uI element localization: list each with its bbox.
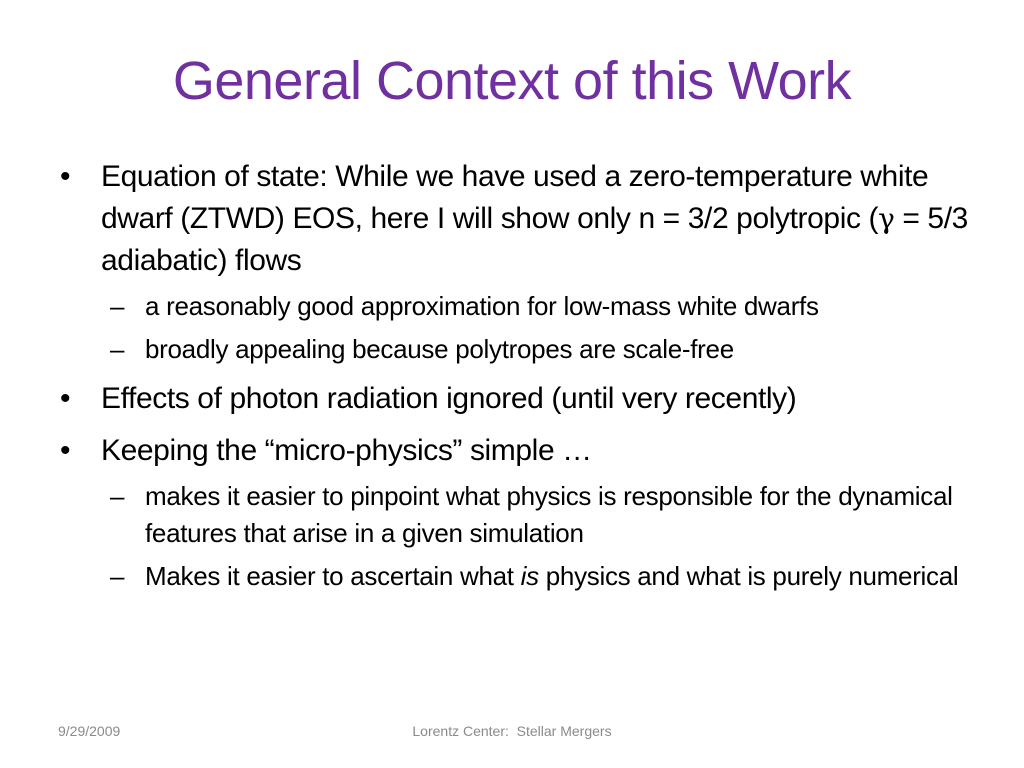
footer-date: 9/29/2009 (58, 723, 121, 739)
sub-bullet-scale-free (58, 331, 968, 368)
sub-bullet-pinpoint-physics (58, 478, 968, 552)
sub-bullet-text: broadly appealing because polytropes are scale-free (145, 334, 734, 364)
slide-body (58, 156, 968, 595)
bullet-micro-physics (58, 430, 968, 472)
bullet-text: Effects of photon radiation ignored (until very recently) (101, 382, 797, 415)
bullet-marker: • (60, 434, 71, 467)
sub-bullet-marker: – (110, 481, 125, 511)
bullet-marker: • (60, 160, 71, 193)
sub-bullet-text-part-1: Makes it easier to ascertain what (145, 561, 521, 591)
bullet-equation-of-state (58, 156, 968, 282)
sub-bullet-text: a reasonably good approximation for low-mass white dwarfs (145, 291, 819, 321)
bullet-text-part-1: Equation of state: While we have used a zero-temperature white dwarf (ZTWD) EOS, here I will show only n = 3/2 polytropic ( (101, 160, 929, 235)
emphasized-word: is (520, 561, 539, 591)
bullet-photon-radiation (58, 378, 968, 420)
sub-bullet-text-part-2: physics and what is purely numerical (538, 561, 959, 591)
gamma-symbol: γ (878, 202, 895, 235)
sub-bullet-marker: – (110, 334, 125, 364)
sub-bullet-low-mass-approximation (58, 288, 968, 325)
bullet-marker: • (60, 382, 71, 415)
sub-bullet-physics-vs-numerical (58, 558, 968, 595)
sub-bullet-marker: – (110, 291, 125, 321)
bullet-text-part-2: = 5/3 adiabatic) flows (101, 202, 968, 277)
slide-title: General Context of this Work (172, 51, 852, 111)
sub-bullet-text: makes it easier to pinpoint what physics is responsible for the dynamical features that arise in a given simulation (145, 481, 953, 548)
sub-bullet-marker: – (110, 561, 125, 591)
footer-title: Lorentz Center: Stellar Mergers (412, 723, 612, 739)
bullet-text: Keeping the “micro-physics” simple … (101, 434, 592, 467)
